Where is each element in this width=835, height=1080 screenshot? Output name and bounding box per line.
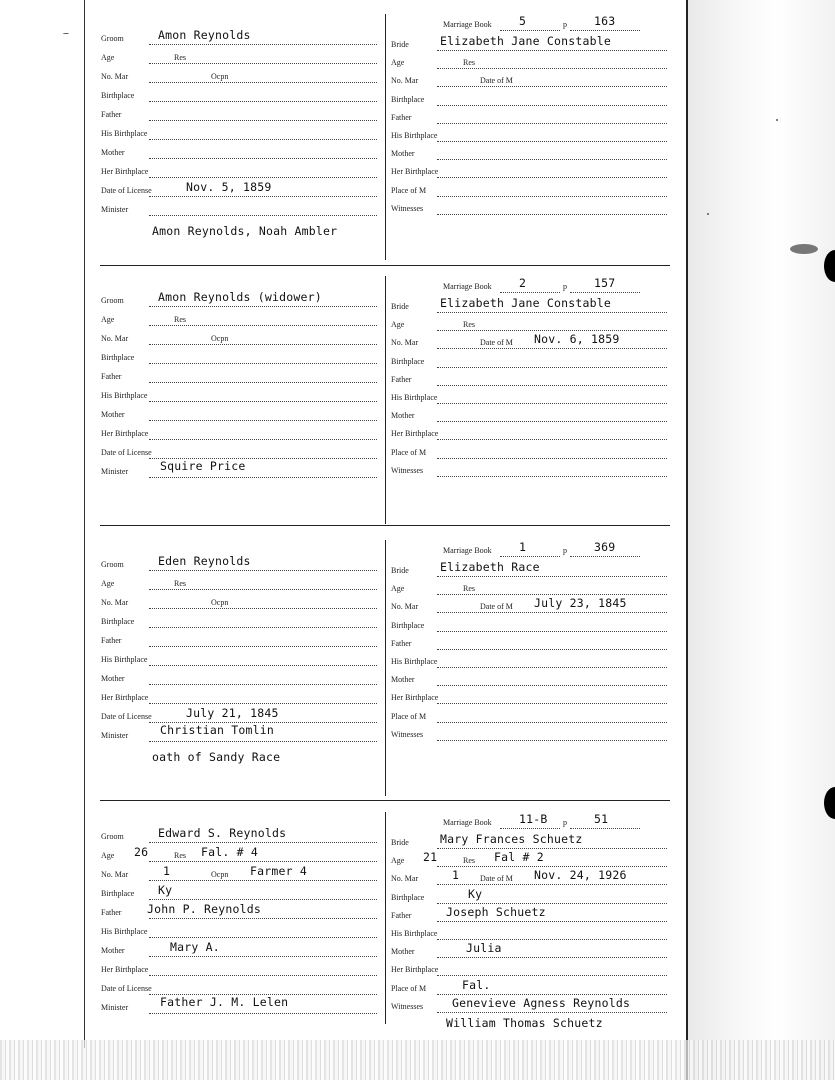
his-birthplace-label: His Birthplace — [101, 129, 148, 138]
fill-line — [149, 363, 377, 364]
fill-line — [437, 921, 667, 922]
fill-line — [437, 177, 667, 178]
bride-birthplace-label: Birthplace — [391, 620, 425, 630]
res-label: Res — [174, 53, 186, 62]
fill-line — [437, 476, 667, 477]
fill-line — [570, 556, 640, 557]
page-label: p — [563, 818, 567, 827]
fill-line — [149, 589, 377, 590]
bride-mother-label: Mother — [391, 411, 415, 421]
fill-line — [149, 899, 377, 900]
bride-her-birthplace-label: Her Birthplace — [391, 167, 439, 177]
fill-line — [149, 215, 377, 216]
bride-age-label: Age — [391, 58, 405, 68]
minister-label: Minister — [101, 1003, 129, 1012]
fill-line — [437, 458, 667, 459]
fill-line — [500, 30, 560, 31]
mother-label: Mother — [101, 946, 125, 955]
bride-father-label: Father — [391, 374, 412, 384]
page-label: p — [563, 20, 567, 29]
witnesses-label: Witnesses — [391, 1001, 424, 1011]
minister-name: Father J. M. Lelen — [160, 995, 289, 1009]
bride-no-mar-label: No. Mar — [391, 338, 419, 348]
bride-label: Bride — [391, 566, 409, 575]
column-divider — [385, 14, 386, 260]
bride-her-birthplace-label: Her Birthplace — [391, 693, 439, 703]
fill-line — [149, 82, 377, 83]
fill-line — [149, 325, 377, 326]
fill-line — [437, 330, 667, 331]
bride-name: Elizabeth Race — [440, 560, 540, 574]
his-birthplace-label: His Birthplace — [101, 927, 148, 936]
fill-line — [149, 63, 377, 64]
fill-line — [437, 312, 667, 313]
fill-line — [149, 401, 377, 402]
groom-label: Groom — [101, 832, 124, 841]
fill-line — [149, 570, 377, 571]
bride-no-mar-label: No. Mar — [391, 874, 419, 884]
age-label: Age — [101, 851, 115, 860]
groom-res: Fal. # 4 — [201, 845, 258, 859]
marriage-book-number: 11-B — [519, 812, 548, 826]
bride-father-label: Father — [391, 112, 412, 122]
bride-his-birthplace-label: His Birthplace — [391, 393, 438, 402]
no-mar-label: No. Mar — [101, 870, 129, 879]
fill-line — [149, 627, 377, 628]
fill-line — [500, 828, 560, 829]
date-of-m-value: July 23, 1845 — [534, 596, 627, 611]
left-edge-rule — [84, 0, 85, 1048]
fill-line — [149, 382, 377, 383]
bride-father-label: Father — [391, 910, 412, 920]
res-label: Res — [174, 579, 186, 588]
age-label: Age — [101, 53, 115, 62]
fill-line — [500, 292, 560, 293]
fill-line — [437, 50, 667, 51]
fill-line — [149, 937, 377, 938]
fill-line — [437, 866, 667, 867]
fill-line — [437, 631, 667, 632]
groom-label: Groom — [101, 34, 124, 43]
fill-line — [149, 477, 377, 478]
fill-line — [437, 903, 667, 904]
fill-line — [149, 306, 377, 307]
fill-line — [500, 556, 560, 557]
bride-his-birthplace-label: His Birthplace — [391, 657, 438, 666]
bride-res: Fal # 2 — [494, 850, 544, 865]
father-label: Father — [101, 110, 122, 119]
fill-line — [437, 348, 667, 349]
date-of-m-value: Nov. 24, 1926 — [534, 868, 627, 883]
fill-line — [437, 884, 667, 885]
fill-line — [149, 684, 377, 685]
marriage-book-number: 2 — [519, 276, 527, 290]
his-birthplace-label: His Birthplace — [101, 655, 148, 664]
fill-line — [437, 86, 667, 87]
fill-line — [149, 646, 377, 647]
minister-label: Minister — [101, 205, 129, 214]
film-margin — [688, 0, 835, 1080]
bride-father-label: Father — [391, 638, 412, 648]
fill-line — [437, 975, 667, 976]
no-mar-label: No. Mar — [101, 334, 129, 343]
fill-line — [437, 367, 667, 368]
fill-line — [437, 703, 667, 704]
fill-line — [149, 741, 377, 742]
res-label: Res — [174, 851, 186, 860]
fill-line — [570, 292, 640, 293]
place-of-m-label: Place of M — [391, 185, 427, 195]
card-separator — [100, 800, 670, 801]
bride-mother-label: Mother — [391, 947, 415, 957]
fill-line — [149, 196, 377, 197]
fill-line — [149, 420, 377, 421]
page-label: p — [563, 282, 567, 291]
card-note: Amon Reynolds, Noah Ambler — [152, 223, 338, 238]
fill-line — [149, 44, 377, 45]
fill-line — [149, 1013, 377, 1014]
bride-mother: Julia — [466, 941, 502, 956]
page-label: p — [563, 546, 567, 555]
bride-age-label: Age — [391, 584, 405, 594]
father-label: Father — [101, 908, 122, 917]
fill-line — [149, 120, 377, 121]
birthplace-label: Birthplace — [101, 889, 135, 898]
scan-speck — [790, 244, 818, 254]
date-of-m-label: Date of M — [480, 338, 513, 348]
card-separator — [100, 525, 670, 526]
column-divider — [385, 276, 386, 524]
right-edge-rule — [686, 0, 688, 1080]
fill-line — [437, 576, 667, 577]
mother-label: Mother — [101, 148, 125, 157]
bride-no-mar-label: No. Mar — [391, 76, 419, 86]
marriage-book-page: 51 — [594, 812, 609, 826]
marriage-book-number: 5 — [519, 14, 527, 28]
fill-line — [437, 159, 667, 160]
ocpn-label: Ocpn — [211, 598, 229, 607]
groom-no-mar: 1 — [163, 864, 171, 878]
scan-speck — [776, 119, 778, 121]
bride-birthplace-label: Birthplace — [391, 892, 425, 902]
fill-line — [437, 594, 667, 595]
bride-birthplace-label: Birthplace — [391, 94, 425, 104]
date-of-m-label: Date of M — [480, 76, 513, 86]
fill-line — [149, 956, 377, 957]
groom-name: Edward S. Reynolds — [158, 826, 287, 840]
bride-mother-label: Mother — [391, 149, 415, 159]
age-label: Age — [101, 579, 115, 588]
fill-line — [437, 385, 667, 386]
bride-no-mar: 1 — [452, 868, 460, 883]
bride-her-birthplace-label: Her Birthplace — [391, 429, 439, 439]
fill-line — [437, 848, 667, 849]
column-divider — [385, 812, 386, 1024]
bride-age: 21 — [423, 850, 438, 865]
birthplace-label: Birthplace — [101, 353, 135, 362]
date-of-license-label: Date of License — [101, 984, 152, 993]
fill-line — [437, 439, 667, 440]
minister-label: Minister — [101, 467, 129, 476]
fill-line — [437, 667, 667, 668]
bride-name: Elizabeth Jane Constable — [440, 34, 611, 48]
fill-line — [437, 649, 667, 650]
ocpn-label: Ocpn — [211, 72, 229, 81]
bride-age-label: Age — [391, 320, 405, 330]
fill-line — [149, 101, 377, 102]
fill-line — [437, 196, 667, 197]
groom-ocpn: Farmer 4 — [250, 864, 307, 878]
fill-line — [437, 612, 667, 613]
date-of-m-value: Nov. 6, 1859 — [534, 332, 620, 347]
father-label: Father — [101, 636, 122, 645]
fill-line — [149, 344, 377, 345]
minister-name: Squire Price — [160, 459, 246, 473]
minister-name: Christian Tomlin — [160, 723, 274, 737]
bride-his-birthplace-label: His Birthplace — [391, 929, 438, 938]
witnesses-label: Witnesses — [391, 465, 424, 475]
bride-res-label: Res — [463, 856, 475, 866]
fill-line — [149, 861, 377, 862]
bride-label: Bride — [391, 302, 409, 311]
groom-mother: Mary A. — [170, 940, 220, 954]
bride-res-label: Res — [463, 584, 475, 594]
age-label: Age — [101, 315, 115, 324]
witness-second: William Thomas Schuetz — [446, 1015, 603, 1030]
her-birthplace-label: Her Birthplace — [101, 167, 149, 176]
fill-line — [149, 139, 377, 140]
fill-line — [437, 1012, 667, 1013]
fill-line — [437, 403, 667, 404]
bride-label: Bride — [391, 838, 409, 847]
fill-line — [437, 123, 667, 124]
groom-name: Amon Reynolds (widower) — [158, 290, 322, 304]
fill-line — [437, 722, 667, 723]
place-of-m-value: Fal. — [462, 977, 491, 992]
groom-label: Groom — [101, 560, 124, 569]
bride-name: Mary Frances Schuetz — [440, 832, 583, 846]
bride-no-mar-label: No. Mar — [391, 602, 419, 612]
fill-line — [437, 105, 667, 106]
his-birthplace-label: His Birthplace — [101, 391, 148, 400]
no-mar-label: No. Mar — [101, 72, 129, 81]
date-of-license-value: Nov. 5, 1859 — [186, 180, 272, 194]
bride-birthplace: Ky — [468, 886, 483, 901]
place-of-m-label: Place of M — [391, 983, 427, 993]
witnesses-label: Witnesses — [391, 203, 424, 213]
her-birthplace-label: Her Birthplace — [101, 965, 149, 974]
bride-res-label: Res — [463, 58, 475, 68]
marriage-book-label: Marriage Book — [443, 282, 492, 291]
fill-line — [570, 828, 640, 829]
place-of-m-label: Place of M — [391, 711, 427, 721]
bride-age-label: Age — [391, 856, 405, 866]
mother-label: Mother — [101, 410, 125, 419]
column-divider — [385, 540, 386, 796]
date-of-m-label: Date of M — [480, 874, 513, 884]
bride-label: Bride — [391, 40, 409, 49]
scan-noise — [0, 1040, 835, 1080]
fill-line — [437, 685, 667, 686]
scan-speck — [707, 213, 709, 215]
date-of-license-label: Date of License — [101, 186, 152, 195]
fill-line — [437, 957, 667, 958]
no-mar-label: No. Mar — [101, 598, 129, 607]
date-of-license-label: Date of License — [101, 712, 152, 721]
minister-label: Minister — [101, 731, 129, 740]
groom-birthplace: Ky — [158, 883, 173, 897]
fill-line — [149, 703, 377, 704]
fill-line — [149, 665, 377, 666]
marriage-book-number: 1 — [519, 540, 527, 554]
bride-father: Joseph Schuetz — [446, 904, 546, 919]
fill-line — [149, 608, 377, 609]
fill-line — [149, 918, 377, 919]
fill-line — [437, 421, 667, 422]
groom-father: John P. Reynolds — [147, 902, 261, 916]
res-label: Res — [174, 315, 186, 324]
groom-age: 26 — [134, 845, 149, 859]
date-of-m-label: Date of M — [480, 602, 513, 612]
place-of-m-label: Place of M — [391, 447, 427, 457]
card-separator — [100, 265, 670, 266]
ocpn-label: Ocpn — [211, 870, 229, 879]
date-of-license-value: July 21, 1845 — [186, 706, 279, 720]
fill-line — [437, 740, 667, 741]
fill-line — [149, 975, 377, 976]
bride-res-label: Res — [463, 320, 475, 330]
witnesses-label: Witnesses — [391, 729, 424, 739]
her-birthplace-label: Her Birthplace — [101, 693, 149, 702]
date-of-license-label: Date of License — [101, 448, 152, 457]
bride-her-birthplace-label: Her Birthplace — [391, 965, 439, 975]
fill-line — [437, 68, 667, 69]
marriage-book-page: 157 — [594, 276, 616, 290]
witnesses-value: Genevieve Agness Reynolds — [452, 995, 631, 1010]
marriage-book-label: Marriage Book — [443, 20, 492, 29]
groom-name: Eden Reynolds — [158, 554, 251, 568]
fill-line — [149, 158, 377, 159]
her-birthplace-label: Her Birthplace — [101, 429, 149, 438]
ocpn-label: Ocpn — [211, 334, 229, 343]
fill-line — [437, 214, 667, 215]
fill-line — [437, 141, 667, 142]
fill-line — [149, 880, 377, 881]
marriage-book-page: 369 — [594, 540, 616, 554]
father-label: Father — [101, 372, 122, 381]
fill-line — [149, 842, 377, 843]
bride-mother-label: Mother — [391, 675, 415, 685]
groom-label: Groom — [101, 296, 124, 305]
mother-label: Mother — [101, 674, 125, 683]
birthplace-label: Birthplace — [101, 91, 135, 100]
fill-line — [437, 994, 667, 995]
bride-his-birthplace-label: His Birthplace — [391, 131, 438, 140]
fill-line — [570, 30, 640, 31]
bride-birthplace-label: Birthplace — [391, 356, 425, 366]
marriage-book-label: Marriage Book — [443, 546, 492, 555]
fill-line — [437, 939, 667, 940]
marriage-book-page: 163 — [594, 14, 616, 28]
fill-line — [149, 177, 377, 178]
fill-line — [149, 439, 377, 440]
bride-name: Elizabeth Jane Constable — [440, 296, 611, 310]
birthplace-label: Birthplace — [101, 617, 135, 626]
marriage-book-label: Marriage Book — [443, 818, 492, 827]
card-note: oath of Sandy Race — [152, 749, 281, 764]
groom-name: Amon Reynolds — [158, 28, 251, 42]
scan-speck — [63, 33, 69, 34]
